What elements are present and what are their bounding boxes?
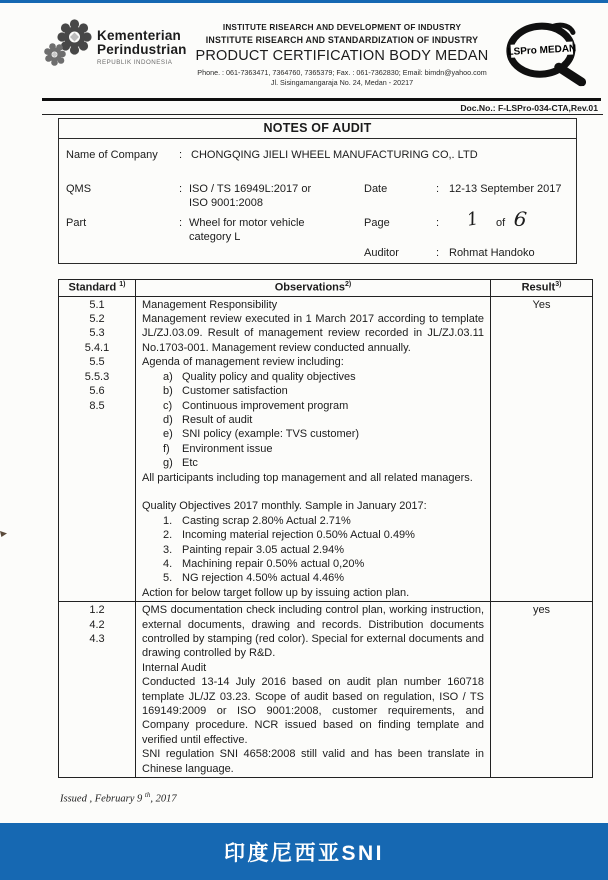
- list-text: Quality policy and quality objectives: [182, 370, 356, 383]
- institute-header: [192, 16, 492, 87]
- standard-ref: 4.3: [89, 632, 105, 645]
- observation-list-item: [142, 442, 484, 456]
- part-colon: :: [179, 217, 183, 229]
- letterhead: [0, 3, 608, 93]
- list-text: SNI policy (example: TVS customer): [182, 428, 360, 441]
- blank-line: [142, 485, 484, 499]
- list-marker: d): [163, 413, 173, 426]
- doc-number: Doc.No.: F-LSPro-034-CTA,Rev.01: [460, 103, 598, 113]
- issued-date-line: Issued , February 9 $^{th}$, 2017: [60, 791, 177, 805]
- list-marker: a): [163, 370, 173, 383]
- observation-paragraph: SNI regulation SNI 4658:2008 still valid and has been translate in Chinese language.: [142, 748, 484, 775]
- list-text: Etc: [182, 457, 198, 470]
- list-marker: 4.: [163, 557, 173, 570]
- institute-line1: INSTITUTE RISEARCH AND DEVELOPMENT OF INDUSTRY: [222, 23, 462, 32]
- observation-paragraph: Management review executed in 1 March 2017 according to template JL/ZJ.03.09. Result of management review recorded in JL/ZJ.03.11 No.1703-001. Management review conducted annually.: [142, 313, 484, 354]
- bottom-banner: [0, 823, 608, 880]
- standard-ref: 5.5.3: [84, 370, 110, 383]
- standard-cell: [59, 296, 136, 602]
- lspro-stamp: [492, 16, 596, 93]
- result-cell: yes: [491, 602, 593, 778]
- auditor-label: Auditor: [364, 247, 399, 259]
- date-value: 12-13 September 2017: [449, 183, 562, 195]
- date-colon: :: [436, 183, 440, 195]
- contact-line: Phone. : 061-7363471, 7364760, 7365379; Fax. : 061-7362830; Email: bimdn@yahoo.com: [197, 68, 487, 77]
- audit-info-box: [58, 118, 577, 264]
- institute-line2: INSTITUTE RISEARCH AND STANDARDIZATION OF INDUSTRY: [205, 35, 479, 45]
- standard-ref: 1.2: [89, 604, 105, 617]
- lspro-stamp-icon: [494, 18, 594, 93]
- observation-paragraph: Action for below target follow up by issuing action plan.: [142, 586, 410, 599]
- list-marker: 2.: [163, 529, 173, 542]
- list-marker: c): [163, 399, 173, 412]
- observation-paragraph: QMS documentation check including control plan, working instruction, external documents, drawing and records. Distribution documents controlled by stamping (red color). Special for external documents and drawing controlled by R&D.: [142, 604, 484, 660]
- observation-list-item: [142, 514, 484, 528]
- certification-body-title: PRODUCT CERTIFICATION BODY MEDAN: [195, 48, 489, 64]
- standard-ref: 5.2: [89, 313, 105, 326]
- lspro-stamp-text: LSPro MEDAN: [507, 43, 577, 58]
- observation-paragraph: Management Responsibility: [142, 298, 278, 311]
- observations-cell: [136, 296, 491, 602]
- list-text: Result of audit: [182, 413, 253, 426]
- observation-list-item: [142, 399, 484, 413]
- list-marker: e): [163, 428, 173, 441]
- observation-list-item: [142, 413, 484, 427]
- observation-paragraph: Conducted 13-14 July 2016 based on audit plan number 160718 template JL/JZ 03.23. Scope of audit based on regulation, ISO / TS 169149:2009 or ISO 9001:2008, customer requirements, and Company procedure. NCR issued based on finding template and verified until effective.: [142, 676, 484, 746]
- list-marker: 3.: [163, 543, 173, 556]
- standard-ref: 5.1: [89, 298, 105, 311]
- standard-ref: 5.4.1: [84, 341, 110, 354]
- list-text: NG rejection 4.50% actual 4.46%: [182, 572, 345, 585]
- observation-list-item: [142, 456, 484, 470]
- page-label: Page: [364, 217, 390, 229]
- ministry-name-line2: Perindustrian: [97, 42, 187, 57]
- standard-ref: 4.2: [89, 618, 105, 631]
- qms-value-line2: ISO 9001:2008: [189, 197, 264, 209]
- column-header-observations: Observations$^{2)}$: [136, 280, 491, 297]
- list-text: Environment issue: [182, 442, 273, 455]
- list-text: Incoming material rejection 0.50% Actual 0.49%: [182, 529, 415, 542]
- part-value-line2: category L: [189, 231, 241, 243]
- document-title: NOTES OF AUDIT: [59, 119, 576, 139]
- list-marker: f): [163, 442, 170, 455]
- table-header-row: [59, 280, 593, 297]
- observation-list-item: [142, 557, 484, 571]
- list-text: Machining repair 0.50% actual 0,20%: [182, 557, 365, 570]
- observation-list-item: [142, 543, 484, 557]
- observation-list-item: [142, 384, 484, 398]
- ministry-name-line3: REPUBLIK INDONESIA: [97, 59, 173, 66]
- list-marker: 1.: [163, 514, 173, 527]
- table-row: [59, 296, 593, 602]
- doc-number-rule: [42, 114, 603, 115]
- company-value: CHONGQING JIELI WHEEL MANUFACTURING CO,. LTD: [191, 149, 478, 161]
- column-header-result: Result$^{3)}$: [491, 280, 593, 297]
- date-label: Date: [364, 183, 388, 195]
- list-text: Painting repair 3.05 actual 2.94%: [182, 543, 345, 556]
- banner-text: 印度尼西亚SNI: [223, 841, 384, 865]
- observation-paragraph: Agenda of management review including:: [142, 356, 344, 369]
- page-current-handwritten: 1: [465, 208, 481, 231]
- observation-paragraph: Internal Audit: [142, 661, 207, 674]
- auditor-colon: :: [436, 247, 440, 259]
- observations-cell: [136, 602, 491, 778]
- observation-paragraph: Quality Objectives 2017 monthly. Sample in January 2017:: [142, 500, 427, 513]
- list-marker: b): [163, 385, 173, 398]
- column-header-standard: Standard $^{1)}$: [59, 280, 136, 297]
- ministry-name-line1: Kementerian: [97, 28, 181, 43]
- observation-paragraph: All participants including top management and all related managers.: [142, 471, 473, 484]
- ministry-name: [97, 25, 187, 66]
- part-label: Part: [66, 217, 87, 229]
- audit-table-body: [59, 296, 593, 777]
- list-text: Continuous improvement program: [182, 399, 349, 412]
- ministry-gear-icon: [40, 16, 92, 75]
- address-line: Jl. Sisingamangaraja No. 24, Medan - 20217: [270, 78, 414, 87]
- page-of-label: of: [496, 217, 506, 229]
- ministry-logo-block: [40, 16, 192, 75]
- list-marker: g): [163, 457, 173, 470]
- scan-artifact: [0, 531, 7, 537]
- list-text: Casting scrap 2.80% Actual 2.71%: [182, 514, 351, 527]
- page-total-handwritten: 6: [512, 206, 528, 232]
- standard-ref: 5.5: [89, 356, 105, 369]
- company-colon: :: [179, 149, 183, 161]
- list-marker: 5.: [163, 572, 173, 585]
- table-row: [59, 602, 593, 778]
- qms-label: QMS: [66, 183, 92, 195]
- list-text: Customer satisfaction: [182, 385, 288, 398]
- observation-list-item: [142, 528, 484, 542]
- observation-list-item: [142, 370, 484, 384]
- company-label: Name of Company: [66, 149, 158, 161]
- part-value-line1: Wheel for motor vehicle: [189, 217, 305, 229]
- standard-ref: 5.6: [89, 385, 105, 398]
- standard-cell: [59, 602, 136, 778]
- observation-list-item: [142, 427, 484, 441]
- qms-colon: :: [179, 183, 183, 195]
- standard-ref: 8.5: [89, 399, 105, 412]
- observation-list-item: [142, 571, 484, 585]
- auditor-value: Rohmat Handoko: [449, 247, 535, 259]
- audit-info-fields: [59, 139, 576, 263]
- qms-value-line1: ISO / TS 16949L:2017 or: [189, 183, 312, 195]
- audit-table: [58, 279, 593, 778]
- page-colon: :: [436, 217, 440, 229]
- result-cell: Yes: [491, 296, 593, 602]
- standard-ref: 5.3: [89, 327, 105, 340]
